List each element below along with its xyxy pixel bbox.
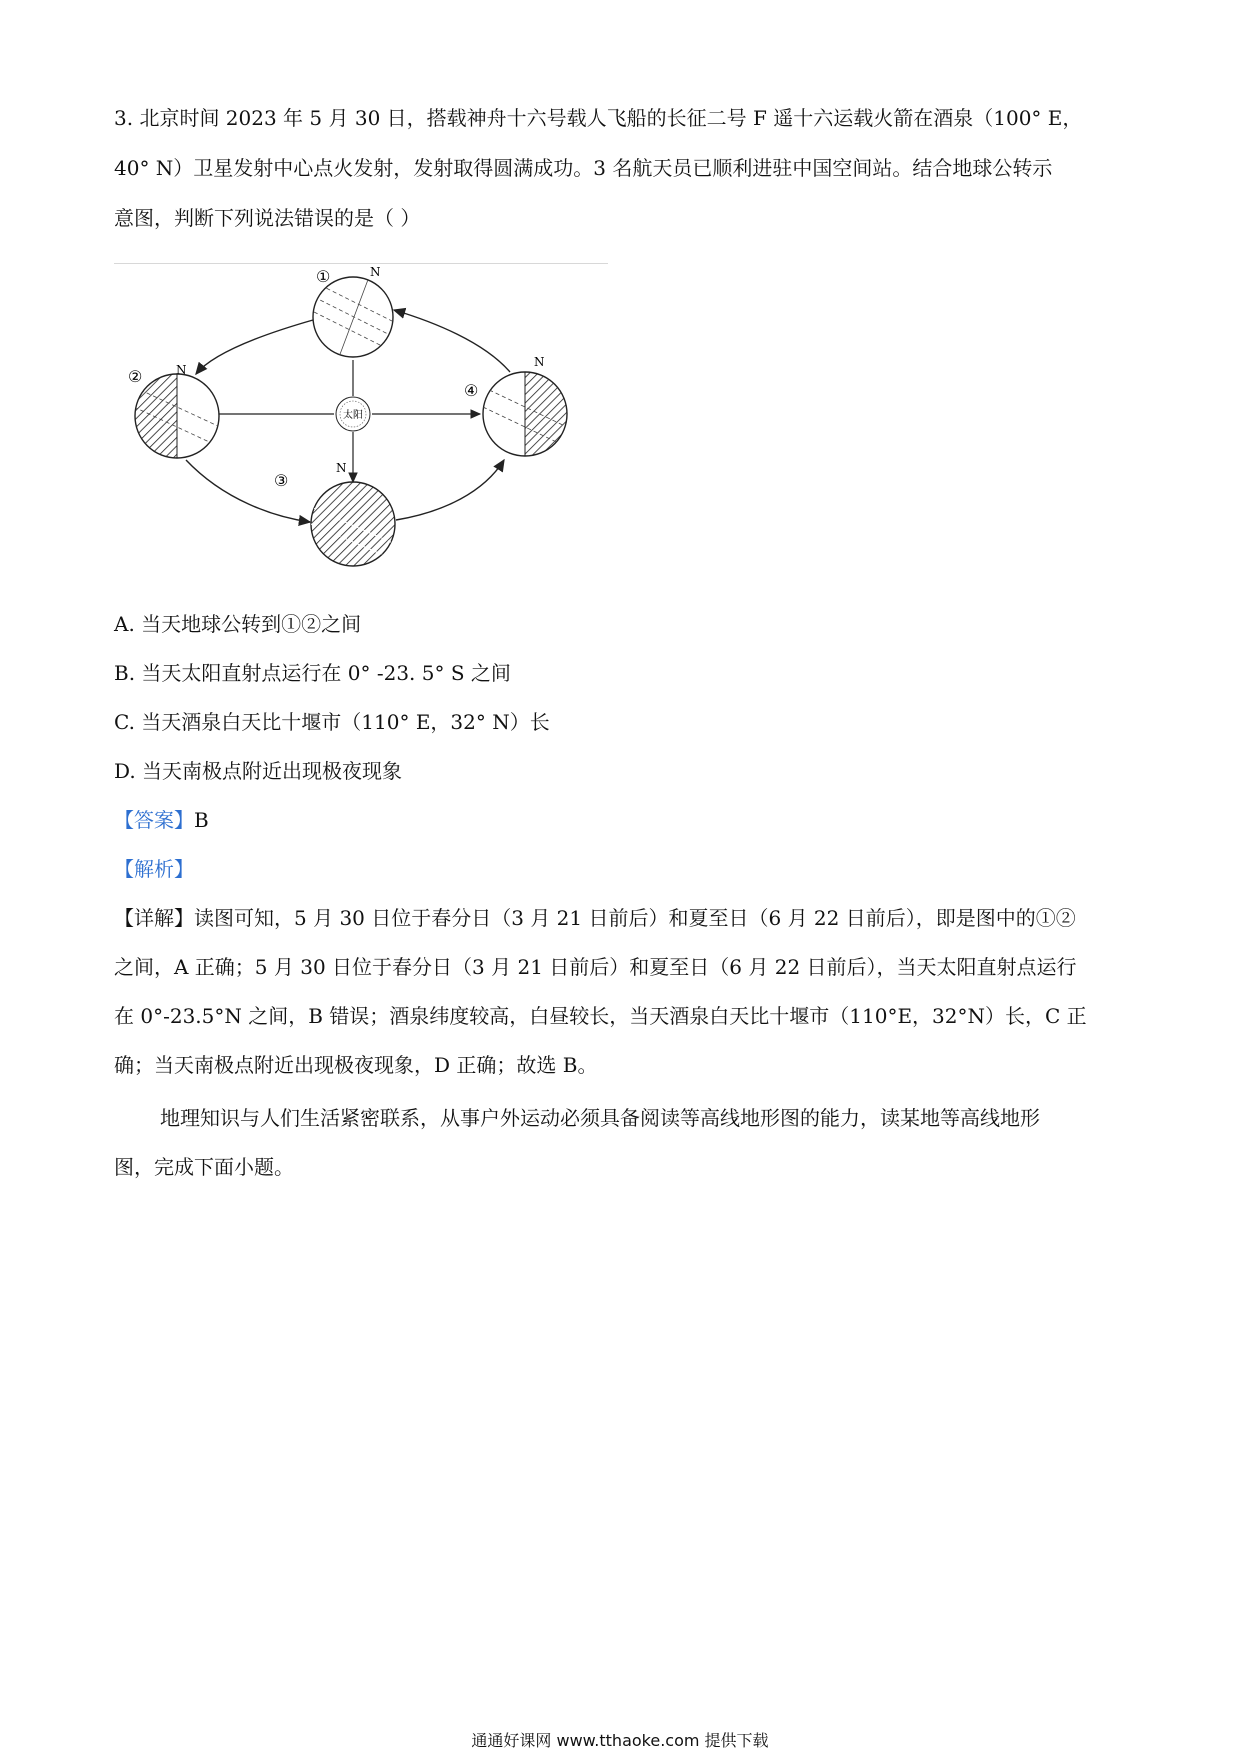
sun-label: 太阳 [343, 410, 363, 421]
earth-position-4 [464, 355, 567, 460]
option-c: C. 当天酒泉白天比十堰市（110° E，32° N）长 [114, 710, 550, 734]
svg-text:N: N [176, 363, 187, 377]
svg-text:④: ④ [464, 381, 479, 400]
earth-position-2 [128, 363, 220, 462]
answer-line [114, 806, 209, 834]
svg-text:②: ② [128, 367, 143, 386]
detail-line-3: 在 0°-23.5°N 之间，B 错误；酒泉纬度较高，白昼较长，当天酒泉白天比十堰市（110°E，32°N）长，C 正 [114, 1004, 1087, 1028]
question-stem-line-2: 40° N）卫星发射中心点火发射，发射取得圆满成功。3 名航天员已顺利进驻中国空间站。结合地球公转示 [114, 156, 1053, 180]
question-stem-line-3: 意图，判断下列说法错误的是（ ） [114, 206, 421, 230]
earth-revolution-diagram [114, 262, 608, 580]
svg-text:N: N [534, 355, 545, 369]
next-intro-line-2: 图，完成下面小题。 [114, 1155, 294, 1179]
next-intro-line-1: 地理知识与人们生活紧密联系，从事户外运动必须具备阅读等高线地形图的能力，读某地等高线地形 [160, 1106, 1040, 1130]
answer-label: 【答案】 [114, 808, 194, 832]
question-stem-line-1: 3. 北京时间 2023 年 5 月 30 日，搭载神舟十六号载人飞船的长征二号 F 遥十六运载火箭在酒泉（100° E， [114, 106, 1083, 130]
page-footer: 通通好课网 www.tthaoke.com 提供下载 [471, 1731, 769, 1750]
earth-position-3 [274, 461, 395, 566]
analysis-heading [114, 855, 194, 883]
answer-value: B [194, 808, 209, 832]
earth-position-1 [313, 265, 394, 357]
svg-text:①: ① [316, 267, 331, 286]
option-b: B. 当天太阳直射点运行在 0° -23. 5° S 之间 [114, 661, 511, 685]
detail-line-4: 确；当天南极点附近出现极夜现象，D 正确；故选 B。 [114, 1053, 598, 1077]
option-a: A. 当天地球公转到①②之间 [114, 612, 362, 636]
detail-text-1: 读图可知，5 月 30 日位于春分日（3 月 21 日前后）和夏至日（6 月 22 日前后），即是图中的①② [194, 906, 1076, 930]
svg-text:N: N [370, 265, 381, 279]
svg-text:③: ③ [274, 471, 289, 490]
svg-text:N: N [336, 461, 347, 475]
detail-line-1 [114, 904, 1076, 932]
detail-label: 【详解】 [114, 906, 194, 930]
detail-line-2: 之间，A 正确；5 月 30 日位于春分日（3 月 21 日前后）和夏至日（6 月 22 日前后），当天太阳直射点运行 [114, 955, 1077, 979]
option-d: D. 当天南极点附近出现极夜现象 [114, 759, 403, 783]
analysis-label: 【解析】 [114, 857, 194, 881]
